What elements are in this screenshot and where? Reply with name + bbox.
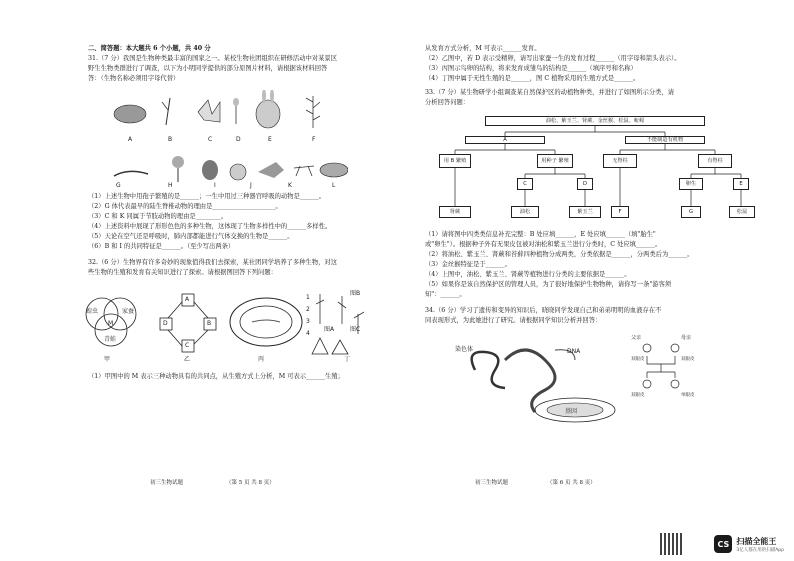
tree-node-E: E bbox=[733, 178, 749, 190]
tree-node-use-B: 用 B 繁殖 bbox=[439, 154, 471, 168]
tree-node-G: G bbox=[681, 206, 701, 218]
footer-right-page: （第 6 页 共 8 页） bbox=[547, 480, 596, 486]
label-B: B bbox=[168, 136, 173, 143]
q34-drawing bbox=[425, 330, 765, 430]
cycle-A: A bbox=[185, 296, 190, 303]
q31-sub-6: （6）B 和 I 的共同特征是______。（至少写出两条） bbox=[88, 243, 235, 250]
q33-line-1: 33.（7 分）某生物研学小组调查某自然保护区的动植物种类，并进行了如图所示分类，请 bbox=[425, 89, 675, 96]
label-C: C bbox=[208, 136, 213, 143]
egg-num-3: 3 bbox=[306, 318, 310, 325]
q33-sub-1: （1）请将图中四类类信息补充完整：B 处应填______，E 处应填______（填"胎生" bbox=[425, 231, 656, 238]
q32-line-1: 32.（6 分）生物界有许多奇妙的现象值得我们去探索，某社团同学培养了多种生物，对这 bbox=[88, 259, 338, 266]
label-E: E bbox=[268, 136, 272, 143]
caption-jia: 甲 bbox=[104, 356, 111, 363]
dna-chromosome-label: 染色体 bbox=[455, 346, 474, 353]
label-J: J bbox=[250, 182, 252, 189]
q31-sub-2: （2）G 体代表最早的陆生脊椎动物的理由是____________________。 bbox=[88, 203, 282, 210]
q33-sub-5: （5）如果你是该自然保护区的管理人员，为了很好地保护生物物种，请你写一条"游客须 bbox=[425, 281, 672, 288]
tree-node-C: C bbox=[517, 178, 533, 190]
caption-bing: 丙 bbox=[258, 356, 265, 363]
tree-root: 油松、紫玉兰、肾蕨、金丝猴、松鼠、蚯蚓 bbox=[485, 116, 705, 126]
plant-label-A: 图A bbox=[324, 326, 335, 333]
tree-leaf-fern: 肾蕨 bbox=[439, 206, 471, 218]
q32-right-line-4: （4）丁图中属于无性生殖的是______，图 C 植物采用的生殖方式是______。 bbox=[425, 75, 640, 82]
footer-left-name: 初三生物试题 bbox=[150, 480, 184, 486]
camscanner-brand: 扫描全能王 bbox=[736, 536, 777, 546]
pedigree-mother-trait: 双眼皮 bbox=[681, 357, 695, 362]
tree-node-spine: 有脊柱 bbox=[698, 154, 732, 168]
q33-sub-1b: 或"卵生"）。根据种子外有无果皮包被对油松和紫玉兰进行分类时，C 处应填______。 bbox=[425, 241, 662, 248]
caption-ding: 丁 bbox=[344, 356, 351, 363]
q33-sub-5b: 知"：______。 bbox=[425, 291, 466, 298]
pedigree-child-1-trait: 双眼皮 bbox=[631, 393, 645, 398]
q31-sub-1: （1）上述生物中用孢子繁殖的是______；一生中用过三种器官呼吸的动物是______。 bbox=[88, 193, 325, 200]
label-G: G bbox=[116, 182, 121, 189]
organisms-row-2-drawing bbox=[108, 148, 348, 192]
label-L: L bbox=[332, 182, 336, 189]
gene-label: 基因 bbox=[565, 408, 578, 415]
label-I: I bbox=[214, 182, 216, 189]
tree-node-oviparous: 卵生 bbox=[679, 178, 703, 190]
dna-label: DNA bbox=[567, 348, 581, 355]
q33-sub-2: （2）将油松、紫玉兰、肾蕨和苔藓四种植物分成两类，分类依据是______，分两类后为______。 bbox=[425, 251, 694, 258]
camscanner-logo-icon: CS bbox=[714, 535, 732, 553]
tree-node-use-seed: 用种子 繁殖 bbox=[537, 154, 573, 168]
q31-sub-4: （4）上述资料中展现了形形色色的多种生物，这体现了生物多样性中的______多样性。 bbox=[88, 223, 332, 230]
footer-right-name: 初三生物试题 bbox=[475, 480, 509, 486]
cycle-B: B bbox=[207, 320, 212, 327]
q34-figures bbox=[425, 330, 764, 430]
tree-leaf-pine: 油松 bbox=[511, 206, 539, 218]
exam-page-6 bbox=[397, 0, 794, 561]
label-F: F bbox=[312, 136, 316, 143]
pedigree-child-2-trait: 单眼皮 bbox=[681, 393, 695, 398]
egg-num-1: 1 bbox=[306, 294, 310, 301]
qr-code-icon bbox=[660, 533, 682, 555]
pedigree-father-trait: 双眼皮 bbox=[631, 357, 645, 362]
label-D: D bbox=[236, 136, 241, 143]
q31-line-3: 答：（生物名称必须用字母代替） bbox=[88, 75, 180, 82]
q32-right-line-3: （3）丙图示鸟卵的结构，将来发育成雏鸟的结构是______（填序号和名称） bbox=[425, 65, 637, 72]
venn-locust: 蝗虫 bbox=[86, 308, 99, 315]
pedigree-mother: 母亲 bbox=[681, 335, 692, 341]
cycle-D: D bbox=[163, 320, 168, 327]
egg-num-4: 4 bbox=[306, 330, 310, 337]
q33-line-2: 分析回答问题： bbox=[425, 99, 470, 106]
caption-yi: 乙 bbox=[184, 356, 191, 363]
q33-sub-3: （3）金丝猴特征是于______。 bbox=[425, 261, 511, 268]
section-heading: 二、简答题：本大题共 6 个小题，共 40 分 bbox=[88, 45, 211, 52]
q32-line-2: 些生物的生殖和发育有关知识进行了探索。请根据图回答下列问题： bbox=[88, 269, 277, 276]
q33-sub-4: （4）上图中，油松、紫玉兰、肾蕨等植物进行分类的主要依据是______。 bbox=[425, 271, 631, 278]
q31-sub-3: （3）C 和 K 同属于节肢动物的理由是________。 bbox=[88, 213, 228, 220]
label-A: A bbox=[128, 136, 133, 143]
organism-figure-row-1 bbox=[88, 90, 383, 148]
q31-sub-5: （5）天论在空气还是呼吸时，肺内部都能进行气体交换的生物是______。 bbox=[88, 233, 294, 240]
q34-line-2: 同表现形式，为此她进行了研究。请根据同学知识分析并回答： bbox=[425, 317, 602, 324]
camscanner-tagline: 3亿人都在用的扫描App bbox=[736, 547, 784, 553]
tree-node-F: F bbox=[611, 206, 629, 218]
venn-frog: 青蛙 bbox=[104, 336, 117, 343]
pedigree-father: 父亲 bbox=[631, 335, 642, 341]
tree-leaf-squirrel: 松鼠 bbox=[729, 206, 755, 218]
tree-node-nonproducer: 不能制造有机物 bbox=[625, 136, 705, 144]
egg-num-2: 2 bbox=[306, 306, 310, 313]
footer-left-page: （第 5 页 共 8 页） bbox=[226, 480, 275, 486]
label-H: H bbox=[168, 182, 173, 189]
tree-leaf-magnolia: 紫玉兰 bbox=[569, 206, 601, 218]
plant-label-C: 图C bbox=[350, 326, 361, 333]
q32-right-line-1: 从发育方式分析，M 可表示______发育。 bbox=[425, 45, 541, 52]
plant-label-B: 图B bbox=[350, 290, 361, 297]
q31-line-2: 野生生物类群进行了调查，以下为小明同学提供的部分原图片材料，请根据该材料回答 bbox=[88, 65, 328, 72]
venn-silkworm: 家蚕 bbox=[122, 308, 135, 315]
camscanner-text bbox=[736, 536, 784, 553]
tree-node-D: D bbox=[577, 178, 593, 190]
organism-figure-row-2 bbox=[88, 148, 383, 192]
cycle-C: C bbox=[185, 342, 190, 349]
camscanner-watermark bbox=[714, 535, 784, 553]
tree-node-A: A bbox=[465, 136, 545, 144]
q32-figures-drawing bbox=[80, 284, 380, 364]
classification-tree bbox=[425, 114, 764, 224]
q32-right-line-2: （2）乙图中，若 D 表示受精卵，请写出家蚕一生的发育过程______（用字母和箭头表示）。 bbox=[425, 55, 681, 62]
q32-sub-1: （1）甲图中的 M 表示三种动物具有的共同点，从生殖方式上分析，M 可表示______生殖； bbox=[88, 373, 344, 380]
q31-line-1: 31.（7 分）我国是生物种类最丰富的国家之一。某校生物社团组织在研修活动中对某景区 bbox=[88, 55, 338, 62]
venn-center-M: M bbox=[108, 320, 114, 327]
tree-node-no-spine: 无脊柱 bbox=[603, 154, 637, 168]
q32-figures bbox=[88, 284, 383, 364]
label-K: K bbox=[288, 182, 292, 189]
q34-line-1: 34.（6 分）学习了遗传和变异的知识后，晓晓同学发现自己和弟弟明明的血液存在不 bbox=[425, 307, 662, 314]
